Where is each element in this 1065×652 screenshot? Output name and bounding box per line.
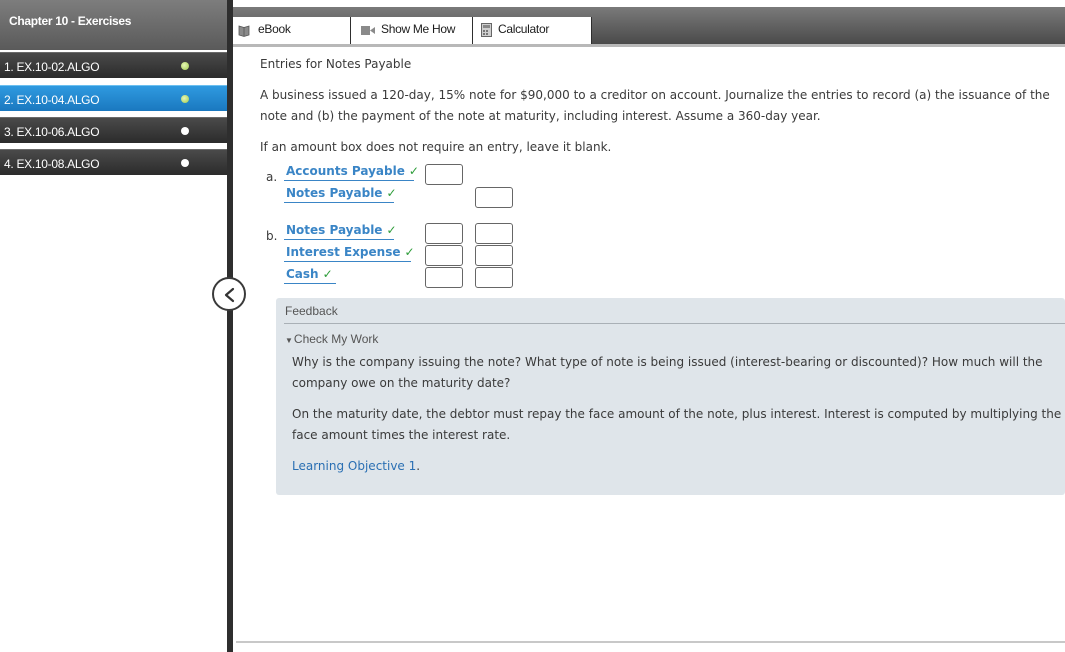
credit-input-notes-payable[interactable] [475,187,513,208]
toolbar [233,7,1065,44]
checkmark-icon: ✓ [322,267,333,281]
account-name: Accounts Payable [286,164,405,178]
account-select-notes-payable[interactable] [284,186,397,203]
learning-objective [292,459,420,473]
debit-input-interest-expense[interactable] [425,245,463,266]
sidebar-item-ex-10-04[interactable] [0,85,228,111]
sidebar-title: Chapter 10 - Exercises [9,14,132,28]
book-icon [238,24,250,37]
account-select-cash[interactable] [284,267,336,284]
calculator-button[interactable] [473,17,592,44]
feedback-answer-line-1: On the maturity date, the debtor must repay the face amount of the note, plus interest. Interest is computed by multiplying the [292,407,1062,421]
progress-dot-icon [181,159,189,167]
feedback-panel [276,298,1065,495]
feedback-title: Feedback [285,304,338,318]
problem-title: Entries for Notes Payable [260,57,412,71]
problem-instruction: If an amount box does not require an entry, leave it blank. [260,140,612,154]
sidebar-item-ex-10-06[interactable] [0,117,228,143]
feedback-question-line-1: Why is the company issuing the note? What type of note is being issued (interest-bearing or discounted)? How much will the [292,355,1043,369]
progress-dot-icon [181,95,189,103]
chevron-left-icon [223,287,237,303]
credit-input-interest-expense[interactable] [475,245,513,266]
sidebar-item-label: 3. EX.10-06.ALGO [4,125,100,139]
account-select-notes-payable-b[interactable] [284,223,397,240]
checkmark-icon: ✓ [386,186,397,200]
part-a-label: a. [266,170,278,184]
problem-text-line-2: note and (b) the payment of the note at maturity, including interest. Assume a 360-day year. [260,109,821,123]
credit-input-notes-payable-b[interactable] [475,223,513,244]
divider [284,323,1065,324]
progress-dot-icon [181,127,189,135]
learning-objective-link[interactable]: Learning Objective 1 [292,459,417,473]
sidebar [0,0,233,652]
debit-input-cash[interactable] [425,267,463,288]
caret-down-icon: ▼ [285,336,293,345]
sidebar-item-ex-10-02[interactable] [0,52,228,78]
checkmark-icon: ✓ [404,245,415,259]
show-me-how-button[interactable] [351,17,473,44]
part-b-label: b. [266,229,278,243]
video-icon [361,26,375,35]
bottom-divider [236,641,1065,643]
account-name: Cash [286,267,319,281]
problem-text-line-1: A business issued a 120-day, 15% note for $90,000 to a creditor on account. Journalize the entries to record (a) the issuance of the [260,88,1050,102]
progress-dot-icon [181,62,189,70]
toolbar-divider [233,44,1065,47]
check-my-work-label: Check My Work [293,332,379,346]
account-name: Notes Payable [286,223,383,237]
show-me-how-label: Show Me How [381,22,456,36]
feedback-question-line-2: company owe on the maturity date? [292,376,511,390]
ebook-button[interactable] [233,17,351,44]
debit-input-notes-payable-b[interactable] [425,223,463,244]
sidebar-item-label: 1. EX.10-02.ALGO [4,60,100,74]
checkmark-icon: ✓ [386,223,397,237]
calculator-label: Calculator [498,22,550,36]
collapse-sidebar-button[interactable] [212,277,246,311]
sidebar-divider [227,0,233,652]
account-select-accounts-payable[interactable] [284,164,419,181]
calculator-icon [481,23,492,37]
account-name: Interest Expense [286,245,401,259]
checkmark-icon: ✓ [408,164,419,178]
account-name: Notes Payable [286,186,383,200]
account-select-interest-expense[interactable] [284,245,415,262]
ebook-label: eBook [258,22,291,36]
feedback-answer-line-2: face amount times the interest rate. [292,428,511,442]
sidebar-item-label: 2. EX.10-04.ALGO [4,93,100,107]
check-my-work-toggle[interactable] [285,332,378,346]
sidebar-item-ex-10-08[interactable] [0,149,228,175]
sidebar-item-label: 4. EX.10-08.ALGO [4,157,100,171]
credit-input-cash[interactable] [475,267,513,288]
sidebar-header [0,0,233,50]
debit-input-accounts-payable[interactable] [425,164,463,185]
learning-objective-suffix: . [416,459,421,473]
